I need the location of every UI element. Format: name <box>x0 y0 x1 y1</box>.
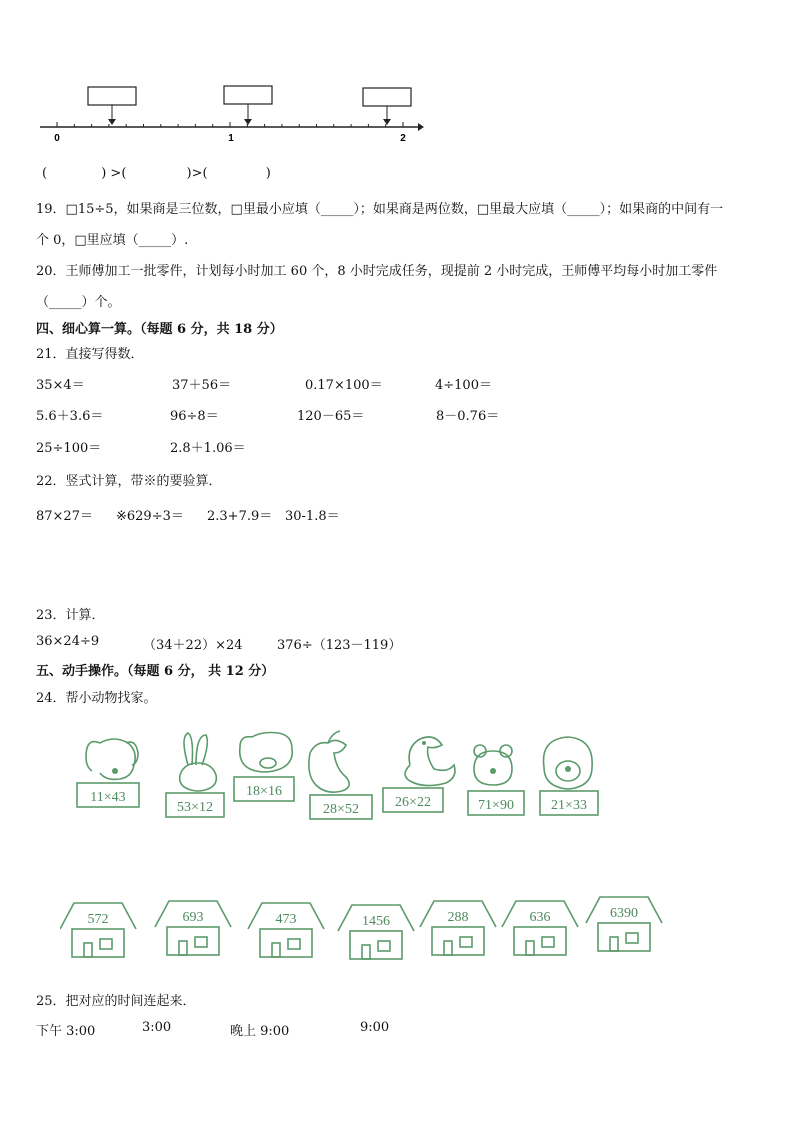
q23-item2: （34＋22）×24 <box>143 638 243 653</box>
q25-item1[interactable]: 下午 3:00 <box>36 1024 96 1039</box>
q23-item1: 36×24÷9 <box>36 634 100 649</box>
q22-item2: ※629÷3＝ <box>116 509 184 524</box>
house-window <box>542 937 554 947</box>
house-wall <box>260 929 312 957</box>
house-number: 693 <box>182 910 204 925</box>
animals-figure <box>60 725 620 830</box>
q25-item3[interactable]: 晚上 9:00 <box>230 1024 290 1039</box>
dog-expr: 11×43 <box>90 790 126 805</box>
monkey-sign[interactable] <box>540 791 598 815</box>
q21-row2-item4: 8－0.76＝ <box>436 409 500 424</box>
monkey-expr: 21×33 <box>551 798 587 813</box>
house-window <box>378 941 390 951</box>
q21-row2-item3: 120－65＝ <box>297 409 365 424</box>
house-wall <box>514 927 566 955</box>
house-636[interactable] <box>502 901 578 955</box>
q21-row1-item3: 0.17×100＝ <box>305 378 383 393</box>
bear-expr: 71×90 <box>478 798 514 813</box>
house-door <box>610 937 618 951</box>
pig-expr: 18×16 <box>246 784 282 799</box>
house-572[interactable] <box>60 903 136 957</box>
house-number: 288 <box>447 910 469 925</box>
house-window <box>100 939 112 949</box>
house-door <box>272 943 280 957</box>
q23-title: 23．计算． <box>36 608 105 623</box>
q21-row3-item1: 25÷100＝ <box>36 441 102 456</box>
answer-box-1[interactable] <box>88 87 136 105</box>
house-window <box>460 937 472 947</box>
q21-row1-item1: 35×4＝ <box>36 378 85 393</box>
house-number: 572 <box>87 912 109 927</box>
dog-sign[interactable] <box>77 783 139 807</box>
dog-icon <box>86 739 138 779</box>
rabbit-sign[interactable] <box>166 793 224 817</box>
q22-item4: 30-1.8＝ <box>285 509 340 524</box>
house-473[interactable] <box>248 903 324 957</box>
q21-title: 21．直接写得数． <box>36 347 144 362</box>
house-window <box>288 939 300 949</box>
house-window <box>626 933 638 943</box>
q21-row3-item2: 2.8＋1.06＝ <box>170 441 246 456</box>
house-wall <box>167 927 219 955</box>
house-wall <box>350 931 402 959</box>
tick-label-1: 1 <box>228 133 234 144</box>
compare-sep-1: ) >( <box>101 166 127 181</box>
compare-close: ) <box>265 166 271 181</box>
house-door <box>362 945 370 959</box>
tick-label-2: 2 <box>400 133 406 144</box>
house-door <box>444 941 452 955</box>
house-288[interactable] <box>420 901 496 955</box>
q19-line1: 19．□15÷5，如果商是三位数，□里最小应填（_____）；如果商是两位数，□里最大应填（_____）；如果商的中间有一 <box>36 202 724 217</box>
house-1456[interactable] <box>338 905 414 959</box>
q22-item3: 2.3+7.9＝ <box>207 509 273 524</box>
compare-open-1: ( <box>42 166 48 181</box>
q24-title: 24．帮小动物找家。 <box>36 691 157 706</box>
duck-icon <box>405 737 455 786</box>
q20-line2: （_____）个。 <box>36 295 121 310</box>
compare-sep-2: )>( <box>186 166 208 181</box>
answer-box-2[interactable] <box>224 86 272 104</box>
duck-sign[interactable] <box>383 788 443 812</box>
q21-row2-item1: 5.6＋3.6＝ <box>36 409 104 424</box>
number-line-ticks <box>57 122 403 127</box>
house-wall <box>432 927 484 955</box>
q21-row2-item2: 96÷8＝ <box>170 409 219 424</box>
house-door <box>526 941 534 955</box>
house-wall <box>598 923 650 951</box>
house-window <box>195 937 207 947</box>
bear-icon <box>474 745 512 785</box>
goat-sign[interactable] <box>310 795 372 819</box>
q25-title: 25．把对应的时间连起来． <box>36 994 196 1009</box>
pig-icon <box>240 733 293 773</box>
q22-item1: 87×27＝ <box>36 509 93 524</box>
house-door <box>84 943 92 957</box>
goat-expr: 28×52 <box>323 802 359 817</box>
house-number: 473 <box>275 912 297 927</box>
pig-sign[interactable] <box>234 777 294 801</box>
bear-sign[interactable] <box>468 791 524 815</box>
compare-line <box>42 166 271 181</box>
rabbit-icon <box>180 733 217 791</box>
house-6390[interactable] <box>586 897 662 951</box>
monkey-icon <box>544 737 593 789</box>
q20-line1: 20．王师傅加工一批零件，计划每小时加工 60 个，8 小时完成任务，现提前 2 小时完成，王师傅平均每小时加工零件 <box>36 264 718 279</box>
house-door <box>179 941 187 955</box>
houses-figure <box>60 893 670 963</box>
rabbit-expr: 53×12 <box>177 800 213 815</box>
section4-title: 四、细心算一算。（每题 6 分，共 18 分） <box>36 322 283 337</box>
house-693[interactable] <box>155 901 231 955</box>
house-number: 6390 <box>610 906 638 921</box>
house-number: 1456 <box>362 914 390 929</box>
q23-item3: 376÷（123－119） <box>277 638 402 653</box>
tick-label-0: 0 <box>54 133 60 144</box>
q21-row1-item4: 4÷100＝ <box>435 378 492 393</box>
answer-box-3[interactable] <box>363 88 411 106</box>
section5-title: 五、动手操作。（每题 6 分， 共 12 分） <box>36 664 275 679</box>
q22-title: 22．竖式计算，带※的要验算． <box>36 474 222 489</box>
house-number: 636 <box>529 910 551 925</box>
goat-icon <box>309 731 349 792</box>
q25-item4[interactable]: 9:00 <box>360 1020 390 1035</box>
number-line-figure <box>30 80 430 150</box>
duck-expr: 26×22 <box>395 795 431 810</box>
q19-line2: 个 0，□里应填（_____）. <box>36 233 189 248</box>
q25-item2[interactable]: 3:00 <box>142 1020 172 1035</box>
q21-row1-item2: 37＋56＝ <box>172 378 232 393</box>
house-wall <box>72 929 124 957</box>
